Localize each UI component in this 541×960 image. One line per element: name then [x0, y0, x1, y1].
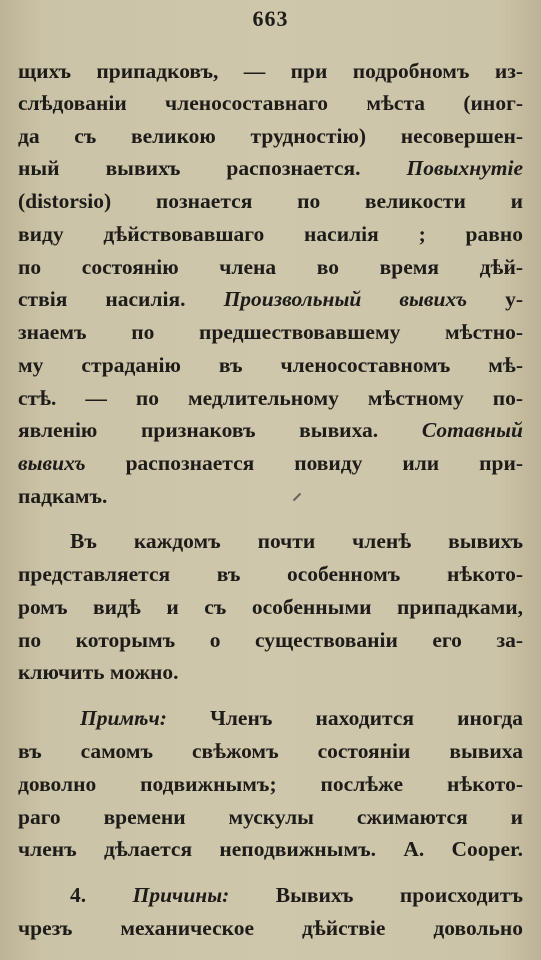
text-line-3: да съ великою трудностію) несовершен- — [18, 124, 523, 148]
text-line-7: по состоянію члена во время дѣй- — [18, 255, 523, 279]
text-line-13: вывихъ распознается повиду или при- — [18, 451, 523, 475]
emphasis-term: вывихъ — [18, 451, 86, 475]
emphasis-term: Причины: — [132, 883, 230, 907]
text-line-15: Въ каждомъ почти членѣ вывихъ — [70, 529, 523, 553]
text-line-8: ствія насилія. Произвольный вывихъ у- — [18, 287, 523, 311]
text-line-24: членъ дѣлается неподвижнымъ. A. Cooper. — [18, 837, 523, 861]
page-number: 663 — [252, 6, 289, 31]
text-line-26: чрезъ механическое дѣйствіе довольно — [18, 916, 523, 940]
text-line-1: щихъ припадковъ, — при подробномъ из- — [18, 59, 523, 83]
text-line-16: представляется въ особенномъ нѣкото- — [18, 562, 523, 586]
emphasis-term: Произвольный вывихъ — [223, 287, 468, 311]
text-line-2: слѣдованіи членосоставнаго мѣста (иног- — [18, 91, 523, 115]
text-line-22: доволно подвижнымъ; послѣже нѣкото- — [18, 772, 523, 796]
text-line-9: знаемъ по предшествовавшему мѣстно- — [18, 320, 523, 344]
text-line-4: ный вывихъ распознается. Повыхнутіе — [18, 156, 523, 180]
emphasis-term: Примѣч: — [80, 706, 167, 730]
text-line-20: Примѣч: Членъ находится иногда — [80, 706, 523, 730]
text-line-23: раго времени мускулы сжимаются и — [18, 805, 523, 829]
text-line-14: падкамъ. — [18, 484, 108, 508]
text-line-25: 4. Причины: Вывихъ происходитъ — [70, 883, 523, 907]
emphasis-term: Сотавный — [421, 418, 523, 442]
text-line-21: въ самомъ свѣжомъ состояніи вывиха — [18, 739, 523, 763]
text-line-11: стѣ. — по медлительному мѣстному по- — [18, 386, 523, 410]
text-line-5: (distorsio) познается по великости и — [18, 189, 523, 213]
text-line-12: явленію признаковъ вывиха. Сотавный — [18, 418, 523, 442]
text-line-10: му страданію въ членосоставномъ мѣ- — [18, 353, 523, 377]
text-line-19: ключить можно. — [18, 660, 179, 684]
emphasis-term: Повыхнутіе — [406, 156, 523, 180]
text-line-17: ромъ видѣ и съ особенными припадками, — [18, 595, 523, 619]
text-line-6: виду дѣйствовавшаго насилія ; равно — [18, 222, 523, 246]
text-line-18: по которымъ о существованіи его за- — [18, 628, 523, 652]
